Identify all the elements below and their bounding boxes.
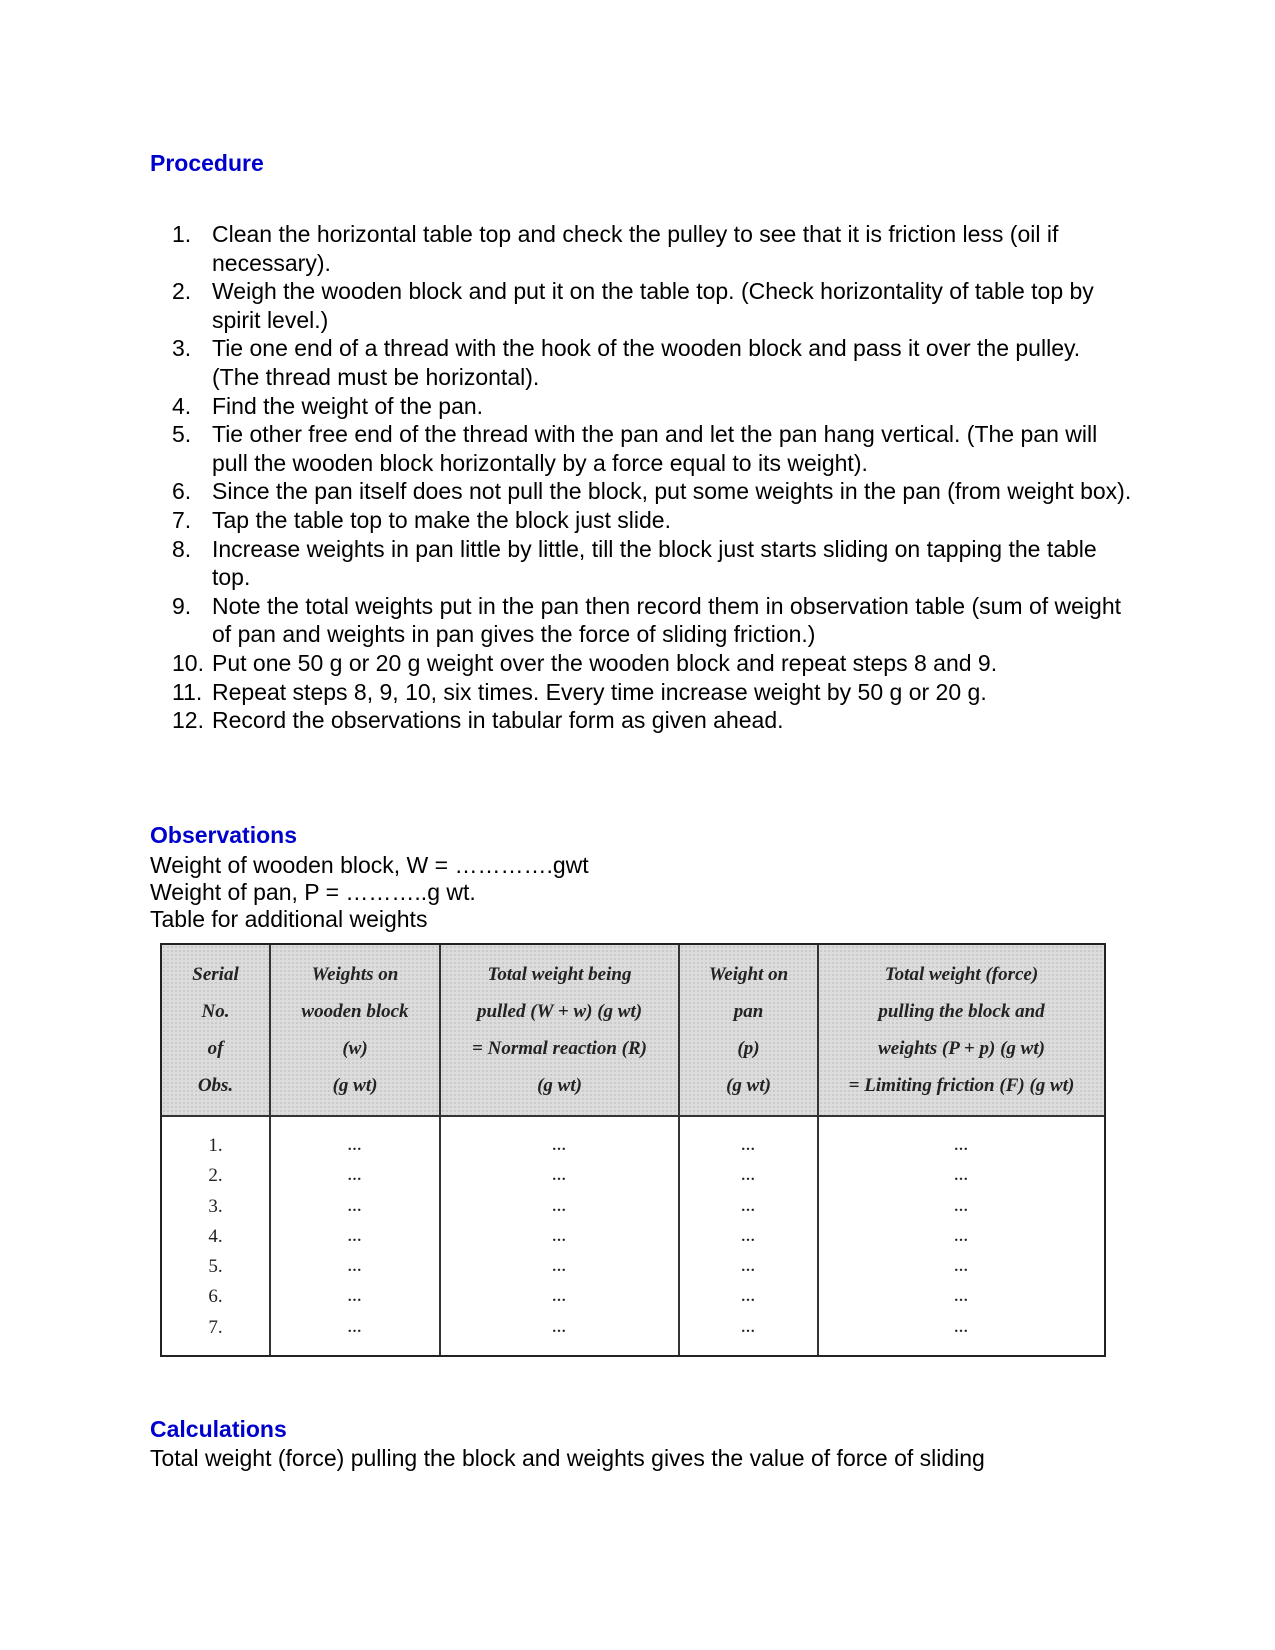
blank-value: ... (347, 1228, 363, 1245)
total-weight-pulled-column (440, 1116, 679, 1355)
blank-value: ... (954, 1289, 969, 1306)
serial-number: 7. (208, 1316, 223, 1338)
calculations-heading: Calculations (150, 1416, 287, 1442)
procedure-steps-list (172, 220, 1132, 735)
blank-value: ... (954, 1138, 969, 1154)
blank-value: ... (552, 1319, 567, 1336)
procedure-step: 9. Note the total weights put in the pan then record them in observation table (sum of weight of pan and weights in pan gives the force of sliding friction.) (172, 592, 1122, 648)
blank-value: ... (954, 1168, 969, 1185)
blank-value: ... (552, 1259, 567, 1276)
blank-value: ... (347, 1198, 363, 1215)
procedure-step: 8. Increase weights in pan little by little, till the block just starts sliding on tapping the table top. (172, 535, 1097, 591)
procedure-step: 7. Tap the table top to make the block just slide. (172, 506, 671, 533)
blank-value: ... (741, 1228, 756, 1245)
blank-value: ... (954, 1228, 969, 1245)
observations-heading: Observations (150, 822, 297, 848)
blank-value: ... (954, 1259, 969, 1276)
blank-value: ... (741, 1319, 756, 1336)
blank-value: ... (954, 1319, 969, 1336)
header-weights-on-block: Weights on wooden block (w) (g wt) (270, 945, 440, 1116)
header-total-weight-pulled: Total weight being pulled (W + w) (g wt) = Normal reaction (R) (g wt) (440, 945, 679, 1116)
blank-value: ... (347, 1168, 363, 1185)
procedure-step: 11. Repeat steps 8, 9, 10, six times. Every time increase weight by 50 g or 20 g. (172, 678, 987, 705)
block-weight-line: Weight of wooden block, W = ………….gwt (150, 852, 589, 878)
table-header-row (162, 945, 1104, 1116)
header-weight-on-pan: Weight on pan (p) (g wt) (679, 945, 818, 1116)
blank-value: ... (741, 1259, 756, 1276)
blank-value: ... (954, 1198, 969, 1215)
procedure-step: 12. Record the observations in tabular form as given ahead. (172, 707, 784, 734)
blank-value: ... (552, 1168, 567, 1185)
table-body-row (162, 1116, 1104, 1355)
weight-on-pan-column (679, 1116, 818, 1355)
header-limiting-friction: Total weight (force) pulling the block and weights (P + p) (g wt) = Limiting friction (F) (g wt) (818, 945, 1104, 1116)
pan-weight-line: Weight of pan, P = ………..g wt. (150, 879, 476, 905)
blank-value: ... (552, 1228, 567, 1245)
weights-on-block-column (270, 1116, 440, 1355)
procedure-step: 10. Put one 50 g or 20 g weight over the wooden block and repeat steps 8 and 9. (172, 649, 998, 676)
blank-value: ... (741, 1168, 756, 1185)
serial-number: 1. (208, 1135, 223, 1156)
serial-number: 5. (208, 1256, 223, 1278)
procedure-step: 3. Tie one end of a thread with the hook of the wooden block and pass it over the pulley. (The thread must be horizontal). (172, 335, 1081, 390)
procedure-step: 6. Since the pan itself does not pull the block, put some weights in the pan (from weight box). (172, 478, 1132, 505)
serial-number: 2. (208, 1165, 223, 1187)
header-serial-no: Serial No. of Obs. (162, 945, 270, 1116)
procedure-heading: Procedure (150, 150, 264, 176)
blank-value: ... (552, 1198, 567, 1215)
procedure-step: 2. Weigh the wooden block and put it on the table top. (Check horizontality of table top by spirit level.) (172, 278, 1094, 333)
blank-value: ... (347, 1138, 363, 1154)
serial-number: 6. (208, 1286, 223, 1308)
observation-table (162, 945, 1104, 1355)
calculations-text: Total weight (force) pulling the block and weights gives the value of force of sliding (150, 1445, 985, 1471)
blank-value: ... (741, 1138, 756, 1154)
serial-column (162, 1116, 270, 1355)
blank-value: ... (347, 1319, 363, 1336)
observation-table-frame (160, 943, 1106, 1357)
table-caption: Table for additional weights (150, 906, 428, 932)
blank-value: ... (741, 1289, 756, 1306)
blank-value: ... (552, 1289, 567, 1306)
limiting-friction-column (818, 1116, 1104, 1355)
blank-value: ... (741, 1198, 756, 1215)
blank-value: ... (347, 1289, 363, 1306)
procedure-step: 1. Clean the horizontal table top and check the pulley to see that it is friction less (oil if necessary). (172, 221, 1059, 276)
blank-value: ... (552, 1138, 567, 1154)
serial-number: 3. (208, 1195, 223, 1217)
blank-value: ... (347, 1259, 363, 1276)
serial-number: 4. (208, 1225, 223, 1247)
procedure-step-note: (The thread must be horizontal). (212, 363, 540, 390)
procedure-step: 4. Find the weight of the pan. (172, 392, 484, 419)
procedure-step: 5. Tie other free end of the thread with the pan and let the pan hang vertical. (The pan will pull the wooden block horizontally by a force equal to its weight). (172, 421, 1098, 476)
